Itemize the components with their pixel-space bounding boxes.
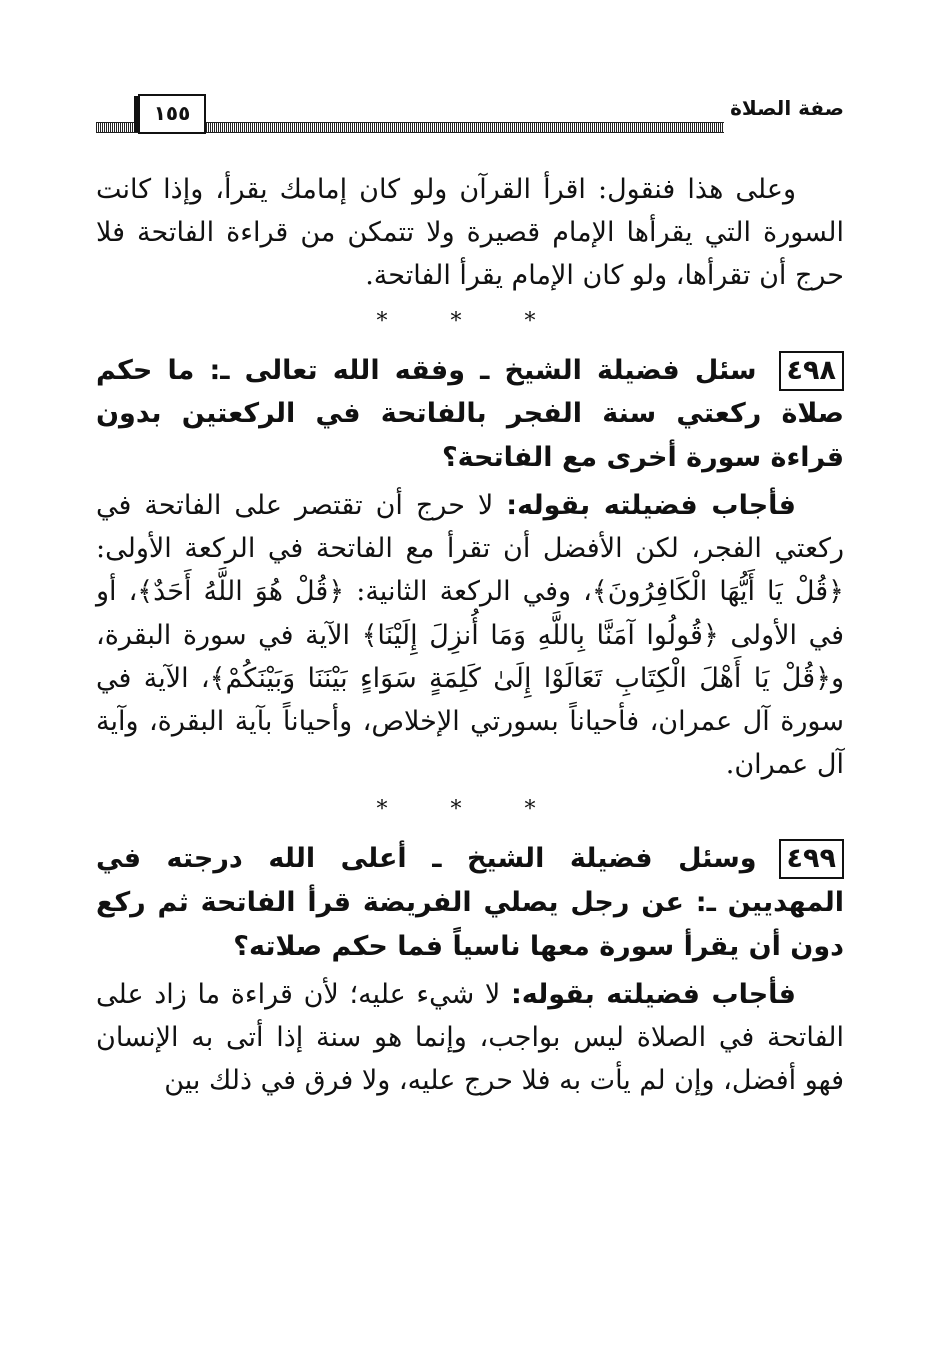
page-body: [96, 168, 844, 1102]
page-number: ١٥٥: [138, 94, 206, 134]
header-rule: [96, 122, 844, 133]
intro-text: وعلى هذا فنقول: اقرأ القرآن ولو كان إمامك يقرأ، وإذا كانت السورة التي يقرأها الإمام قصيرة ولا تتمكن من قراءة الفاتحة فلا حرج أن تقرأها، ولو كان الإمام يقرأ الفاتحة.: [96, 174, 844, 292]
answer-lead: فأجاب فضيلته بقوله:: [510, 978, 796, 1010]
question-number-box: ٤٩٨: [779, 351, 844, 391]
answer-lead: فأجاب فضيلته بقوله:: [506, 489, 796, 521]
question-499: [96, 837, 844, 968]
answer-text: لا شيء عليه؛ لأن قراءة ما زاد على الفاتحة في الصلاة ليس بواجب، وإنما هو سنة إذا أتى به الإنسان فهو أفضل، وإن لم يأت به فلا حرج عليه، ولا فرق في ذلك بين: [96, 978, 844, 1097]
question-number-box: ٤٩٩: [779, 839, 844, 879]
separator-stars: * * *: [376, 308, 564, 334]
separator-stars: * * *: [376, 797, 564, 823]
answer-498: [96, 484, 844, 786]
question-498: [96, 349, 844, 480]
answer-text: لا حرج أن تقتصر على الفاتحة في ركعتي الفجر، لكن الأفضل أن تقرأ مع الفاتحة في الركعة الأولى: ﴿قُلْ يَا أَيُّهَا الْكَافِرُونَ﴾، وفي الركعة الثانية: ﴿قُلْ هُوَ اللَّهُ أَحَدٌ﴾، أو في الأولى ﴿قُولُوا آمَنَّا بِاللَّهِ وَمَا أُنزِلَ إِلَيْنَا﴾ الآية في سورة البقرة، و﴿قُلْ يَا أَهْلَ الْكِتَابِ تَعَالَوْا إِلَىٰ كَلِمَةٍ سَوَاءٍ بَيْنَنَا وَبَيْنَكُمْ﴾، الآية في سورة آل عمران، فأحياناً بسورتي الإخلاص، وأحياناً بآية البقرة، وآية آل عمران.: [96, 489, 844, 781]
question-text: وسئل فضيلة الشيخ ـ أعلى الله درجته في المهديين ـ: عن رجل يصلي الفريضة قرأ الفاتحة ثم ركع دون أن يقرأ سورة معها ناسياً فما حكم صلاته؟: [96, 843, 844, 962]
intro-paragraph: [96, 168, 844, 298]
question-text: سئل فضيلة الشيخ ـ وفقه الله تعالى ـ: ما حكم صلاة ركعتي سنة الفجر بالفاتحة في الركعتين بدون قراءة سورة أخرى مع الفاتحة؟: [96, 354, 844, 474]
page-header: [96, 92, 844, 138]
answer-499: [96, 973, 844, 1103]
running-title: صفة الصلاة: [730, 96, 844, 120]
